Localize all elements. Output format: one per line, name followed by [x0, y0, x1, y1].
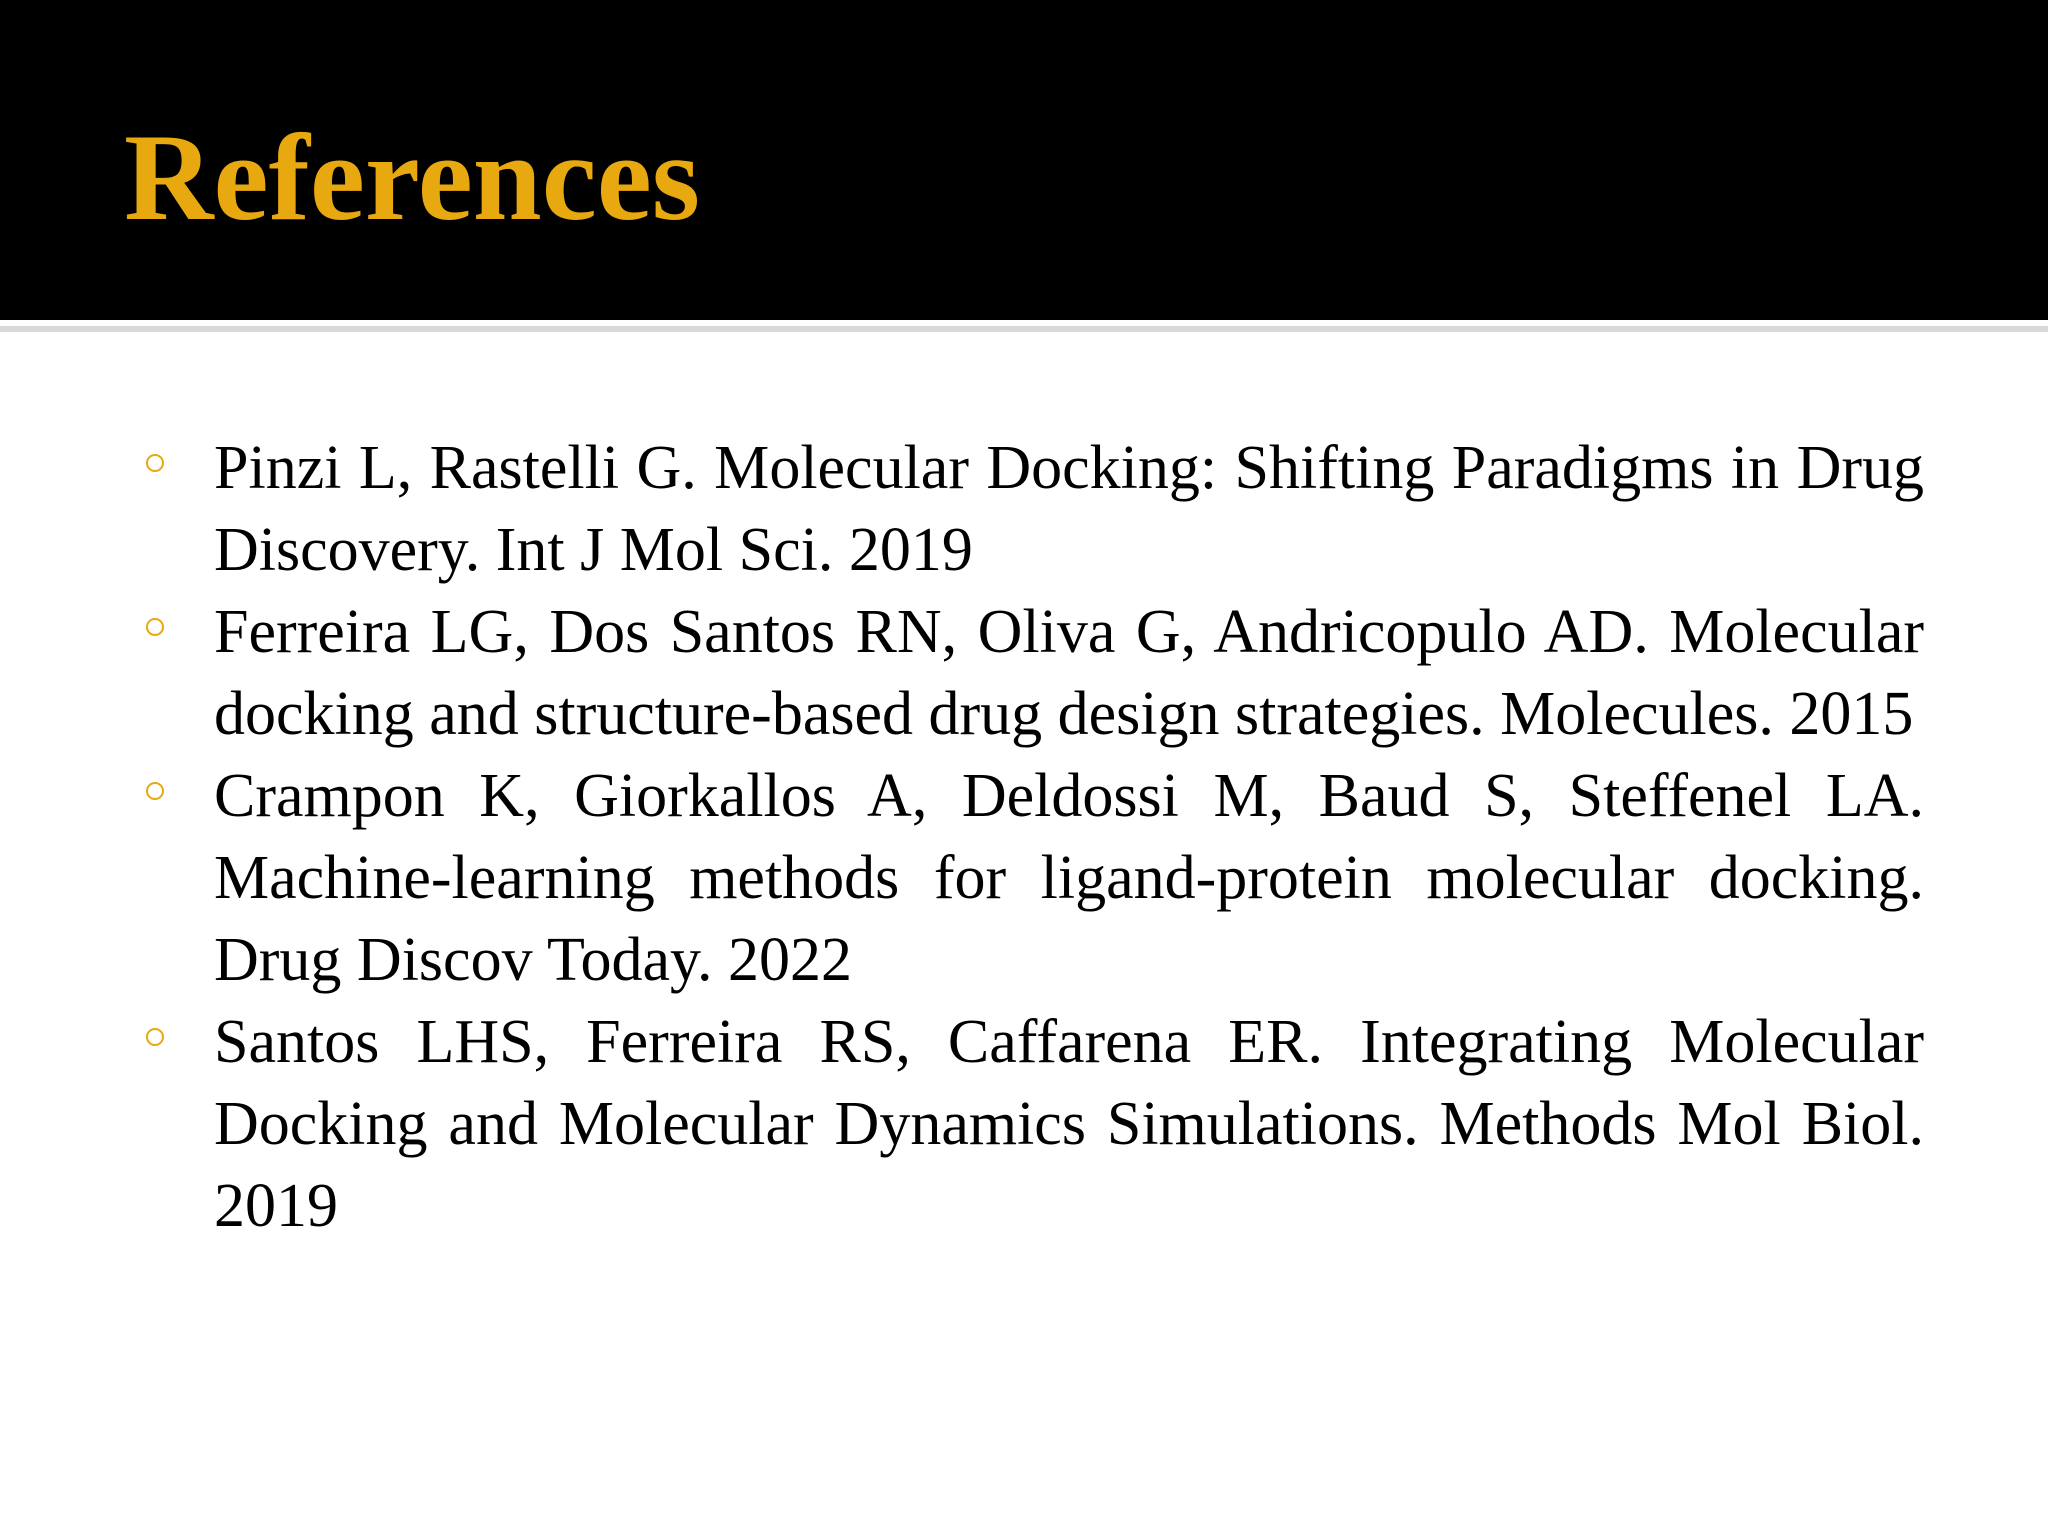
circle-bullet-icon [146, 782, 164, 800]
slide-title: References [124, 109, 701, 246]
circle-bullet-icon [146, 618, 164, 636]
reference-text: Crampon K, Giorkallos A, Deldossi M, Baud S, Steffenel LA. Machine-learning methods for ligand-protein molecular docking. Drug Discov Today. 2022 [214, 762, 1924, 994]
reference-item [140, 755, 1924, 1001]
reference-text: Ferreira LG, Dos Santos RN, Oliva G, Andricopulo AD. Molecular docking and structure-based drug design strategies. Molecules. 2015 [214, 598, 1924, 748]
reference-item [140, 591, 1924, 755]
reference-item [140, 1001, 1924, 1247]
title-divider [0, 326, 2048, 332]
circle-bullet-icon [146, 1028, 164, 1046]
reference-list [140, 427, 1924, 1247]
reference-text: Santos LHS, Ferreira RS, Caffarena ER. Integrating Molecular Docking and Molecular Dynamics Simulations. Methods Mol Biol. 2019 [214, 1008, 1924, 1240]
reference-text: Pinzi L, Rastelli G. Molecular Docking: Shifting Paradigms in Drug Discovery. Int J Mol Sci. 2019 [214, 434, 1924, 584]
reference-item [140, 427, 1924, 591]
circle-bullet-icon [146, 454, 164, 472]
